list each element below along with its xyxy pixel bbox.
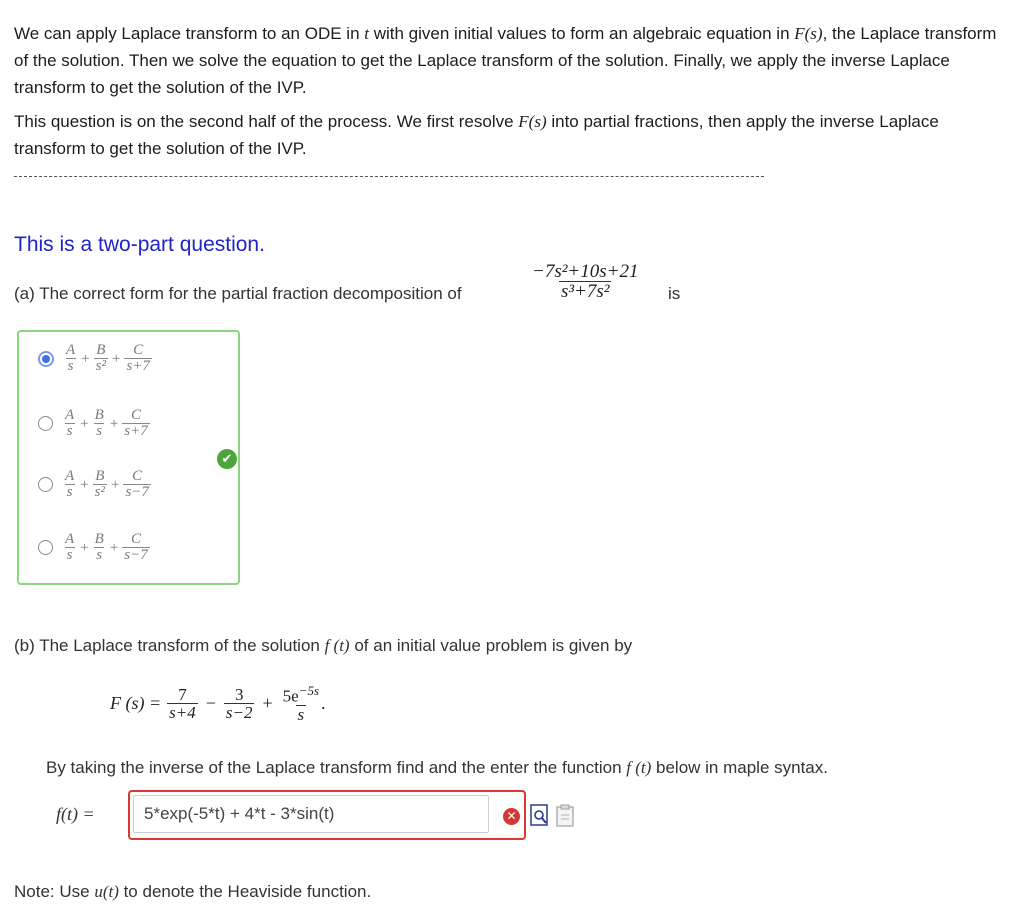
var-F-of-s: F(s) xyxy=(794,24,823,43)
part-b-instruction: By taking the inverse of the Laplace transform find and the enter the function f (t) below in maple syntax. xyxy=(46,758,828,777)
choice-3[interactable] xyxy=(38,469,151,501)
part-a-prompt: (a) The correct form for the partial fraction decomposition of xyxy=(14,284,462,303)
choice-4-formula: $\frac{A}{s}$ + $\frac{B}{s}$ + $\frac{C}{s-7}$ xyxy=(65,531,148,563)
part-a-suffix: is xyxy=(668,284,681,303)
choice-1[interactable] xyxy=(38,343,152,375)
radio-button-selected[interactable] xyxy=(38,351,54,367)
two-part-heading: This is a two-part question. xyxy=(14,233,265,256)
laplace-equation: F (s) = $\frac{7}{s+4}$ − $\frac{3}{s-2}$ + $\frac{5e^{-5s}}{s}$ . xyxy=(110,683,326,724)
var-t: t xyxy=(364,24,369,43)
radio-button[interactable] xyxy=(38,540,53,555)
preview-icon[interactable] xyxy=(530,804,550,828)
answer-input[interactable] xyxy=(133,795,489,833)
intro-paragraph-1: We can apply Laplace transform to an ODE in t with given initial values to form an algebraic equation in F(s), the Laplace transform of the solution. Then we solve the equation to get the Laplace transform of the solution. Finally, we apply the inverse Laplace transform to get the solution of the IVP. xyxy=(14,24,997,97)
incorrect-x-icon: ✕ xyxy=(503,808,520,825)
radio-button[interactable] xyxy=(38,477,53,492)
radio-button[interactable] xyxy=(38,416,53,431)
dashed-divider xyxy=(14,176,764,177)
choice-2-formula: $\frac{A}{s}$ + $\frac{B}{s}$ + $\frac{C}{s+7}$ xyxy=(65,407,148,439)
part-a-expression xyxy=(530,262,640,302)
note: Note: Use u(t) to denote the Heaviside function. xyxy=(14,882,372,901)
var-f-of-t: f (t) xyxy=(626,758,652,777)
choice-1-formula: $\frac{A}{s}$ + $\frac{B}{\text{s²}}$ + $\frac{C}{s+7}$ xyxy=(66,342,150,374)
expression-denominator: s³+7s² xyxy=(560,281,610,302)
intro-paragraph-2: This question is on the second half of the process. We first resolve F(s) into partial fractions, then apply the inverse Laplace transform to get the solution of the IVP. xyxy=(14,112,939,158)
correct-checkmark-icon: ✔ xyxy=(217,449,237,469)
equation-lhs: F (s) = xyxy=(110,693,162,714)
choice-4[interactable] xyxy=(38,532,150,564)
var-F-of-s: F(s) xyxy=(518,112,547,131)
paste-icon[interactable] xyxy=(556,804,576,828)
var-u-of-t: u(t) xyxy=(94,882,119,901)
var-f-of-t: f (t) xyxy=(324,636,350,655)
answer-label: f(t) = xyxy=(56,804,95,824)
expression-numerator: −7s²+10s+21 xyxy=(532,261,639,282)
choice-2[interactable] xyxy=(38,408,150,440)
part-b-prompt: (b) The Laplace transform of the solution f (t) of an initial value problem is given by xyxy=(14,636,633,655)
choice-3-formula: $\frac{A}{s}$ + $\frac{B}{\text{s²}}$ + $\frac{C}{s-7}$ xyxy=(65,468,149,500)
